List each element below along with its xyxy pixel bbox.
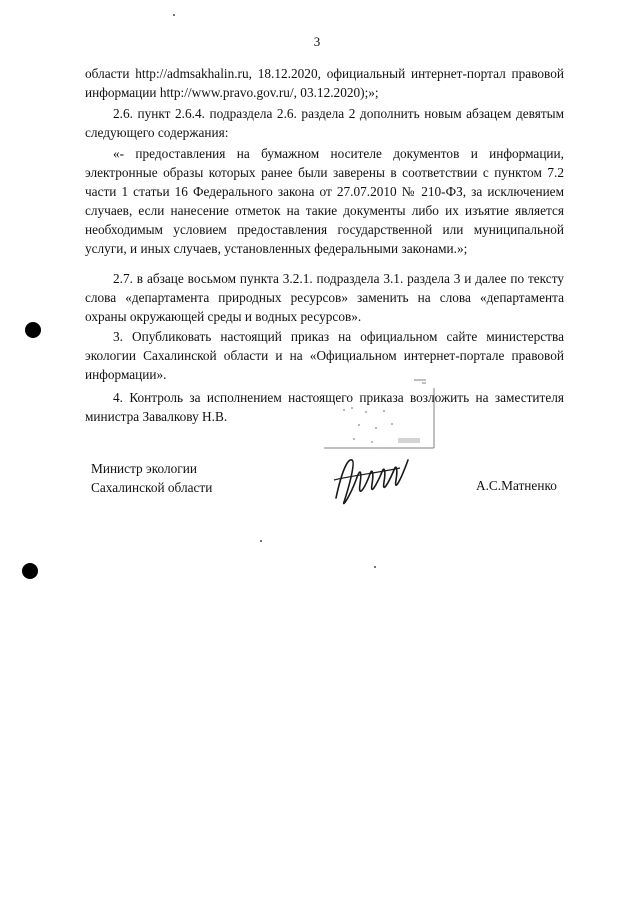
scan-speck: [260, 540, 262, 542]
paragraph-2-7: 2.7. в абзаце восьмом пункта 3.2.1. подраздела 3.1. раздела 3 и далее по тексту слова «департамента природных ресурсов» заменить на слова «департамента охраны окружающей среды и водных ресурсов».: [85, 271, 564, 324]
handwritten-signature: [330, 450, 420, 510]
paragraph-2-6: 2.6. пункт 2.6.4. подраздела 2.6. раздела 2 дополнить новым абзацем девятым следующего содержания:: [85, 106, 564, 140]
scan-speck: [374, 566, 376, 568]
punch-hole: [22, 563, 38, 579]
page-number: 3: [313, 34, 321, 49]
paragraph-4: 4. Контроль за исполнением настоящего приказа возложить на заместителя министра Завалкову Н.В.: [85, 390, 564, 424]
paragraph-3: 3. Опубликовать настоящий приказ на официальном сайте министерства экологии Сахалинской области и на «Официальном интернет-портале правовой информации».: [85, 329, 564, 382]
signer-name: А.С.Матненко: [476, 478, 557, 493]
signer-title-line1: Министр экологии: [91, 461, 197, 476]
punch-hole: [25, 322, 41, 338]
signer-title-line2: Сахалинской области: [91, 480, 213, 495]
registration-stamp: [314, 378, 444, 453]
signer-title: [91, 459, 212, 497]
paragraph-quoted-insert: «- предоставления на бумажном носителе документов и информации, электронные образы которых ранее были заверены в соответствии с пунктом 7.2 части 1 статьи 16 Федерального закона от 27.07.2010 № 210-ФЗ, за исключением случаев, если нанесение отметок на такие документы либо их изъятие является необходимым условием предоставления государственной или муниципальной услуги, и иных случаев, установленных федеральными законами.»;: [85, 146, 564, 256]
paragraph-continuation: области http://admsakhalin.ru, 18.12.2020, официальный интернет-портал правовой информации http://www.pravo.gov.ru/, 03.12.2020);»;: [85, 66, 564, 100]
scan-speck: [173, 14, 175, 16]
